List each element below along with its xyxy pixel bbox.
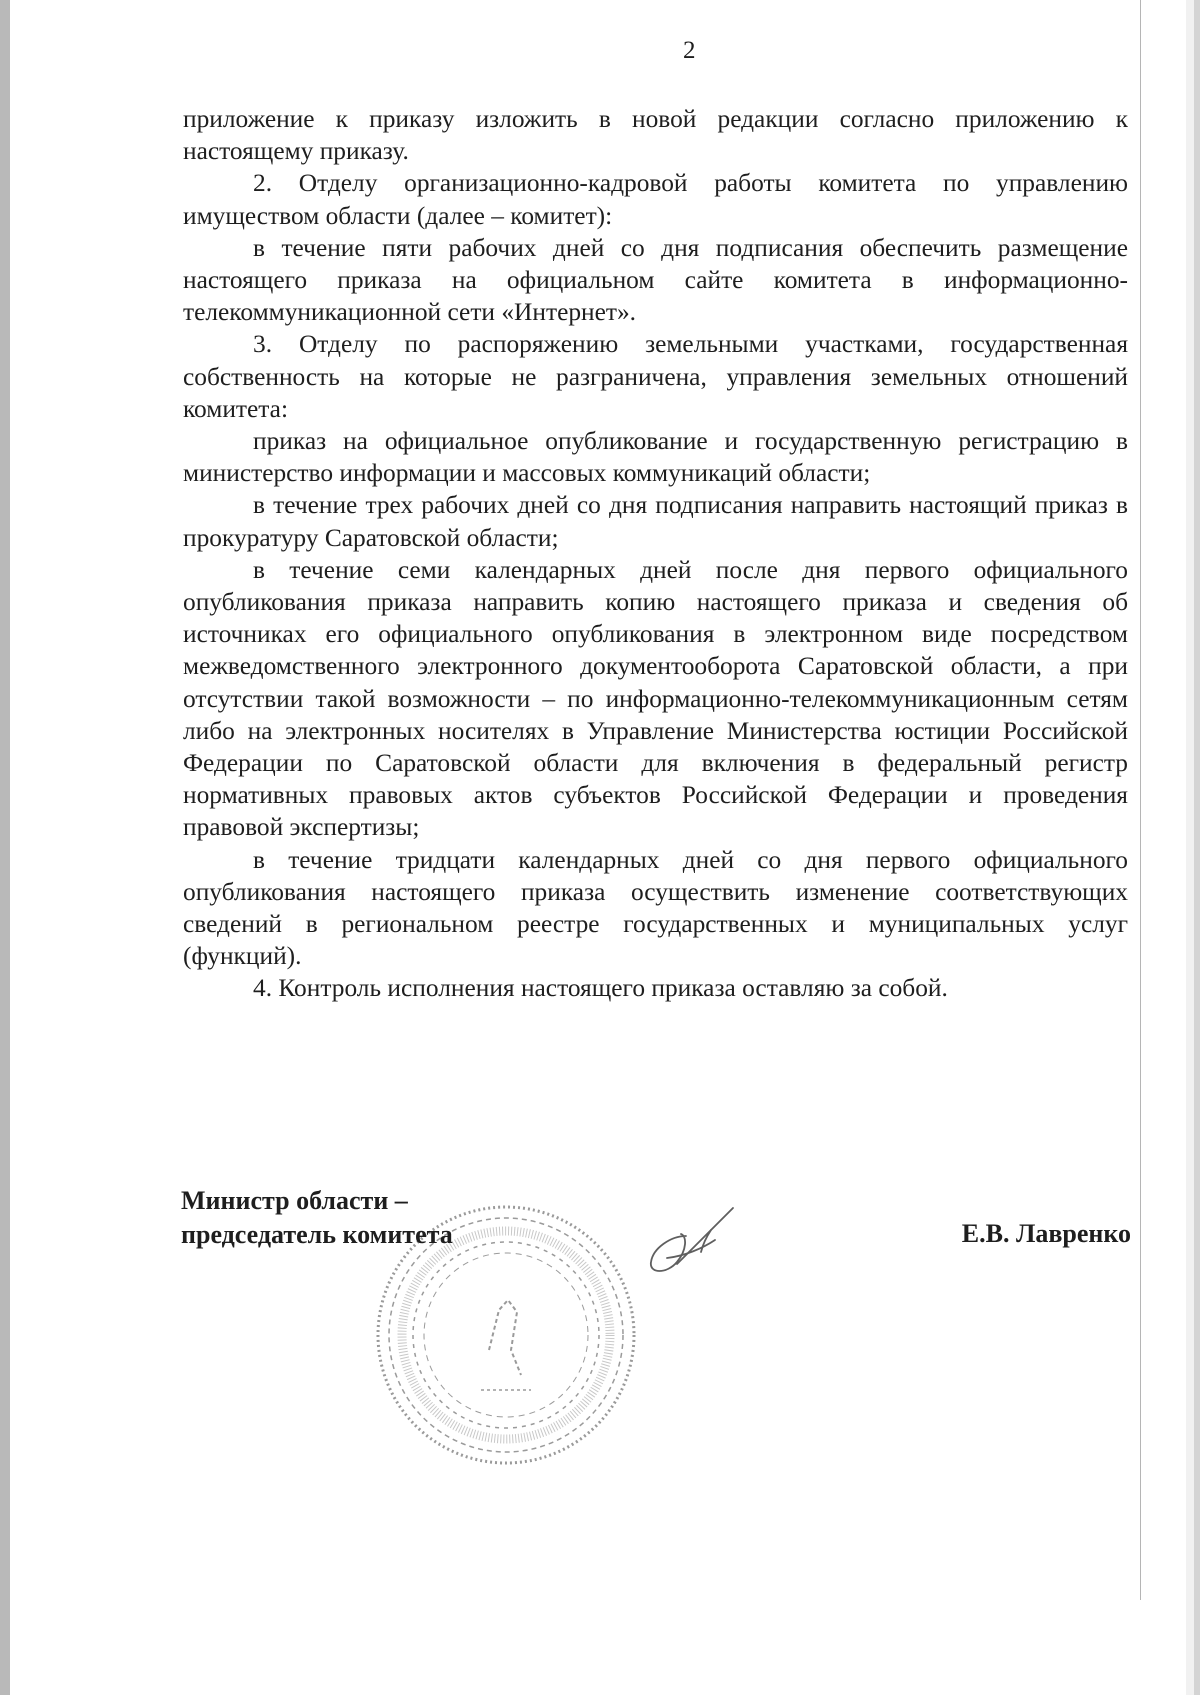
paragraph-5: приказ на официальное опубликование и государственную регистрацию в министерство информации и массовых коммуникаций области; xyxy=(183,427,1128,488)
document-body xyxy=(183,103,1128,1005)
signatory-title-line-1: Министр области – xyxy=(181,1186,408,1215)
signatory-title-line-2: председатель комитета xyxy=(181,1220,453,1249)
scan-edge-right-border xyxy=(1194,0,1200,1695)
paragraph-7: в течение семи календарных дней после дня первого официального опубликования приказа направить копию настоящего приказа и сведения об источниках его официального опубликования в электронном виде посредством межведомственного электронного документооборота Саратовской области, а при отсутствии такой возможности – по информационно-телекоммуникационным сетям либо на электронных носителях в Управление Министерства юстиции Российской Федерации по Саратовской области для включения в федеральный регистр нормативных правовых актов субъектов Российской Федерации и проведения правовой экспертизы; xyxy=(183,555,1128,842)
paragraph-2: 2. Отделу организационно-кадровой работы комитета по управлению имуществом области (далее – комитет): xyxy=(183,169,1128,230)
paragraph-9: 4. Контроль исполнения настоящего приказа оставляю за собой. xyxy=(253,974,948,1003)
page-number: 2 xyxy=(683,37,696,64)
paragraph-6: в течение трех рабочих дней со дня подписания направить настоящий приказ в прокуратуру Саратовской области; xyxy=(183,491,1128,552)
signature-block xyxy=(181,1184,1131,1474)
scan-edge-right xyxy=(1140,0,1141,1600)
handwritten-signature-icon xyxy=(641,1200,741,1280)
signatory-title xyxy=(181,1184,453,1252)
paragraph-1: приложение к приказу изложить в новой редакции согласно приложению к настоящему приказу. xyxy=(183,105,1128,166)
scan-edge-right-shade xyxy=(1186,0,1194,1695)
paragraph-3: в течение пяти рабочих дней со дня подписания обеспечить размещение настоящего приказа на официальном сайте комитета в информационно-телекоммуникационной сети «Интернет». xyxy=(183,233,1128,327)
paragraph-4: 3. Отделу по распоряжению земельными участками, государственная собственность на которые не разграничена, управления земельных отношений комитета: xyxy=(183,330,1128,423)
signatory-name: Е.В. Лавренко xyxy=(961,1219,1131,1248)
scan-edge-left xyxy=(0,0,10,1695)
paragraph-8: в течение тридцати календарных дней со дня первого официального опубликования настоящего приказа осуществить изменение соответствующих сведений в региональном реестре государственных и муниципальных услуг (функций). xyxy=(183,845,1128,971)
